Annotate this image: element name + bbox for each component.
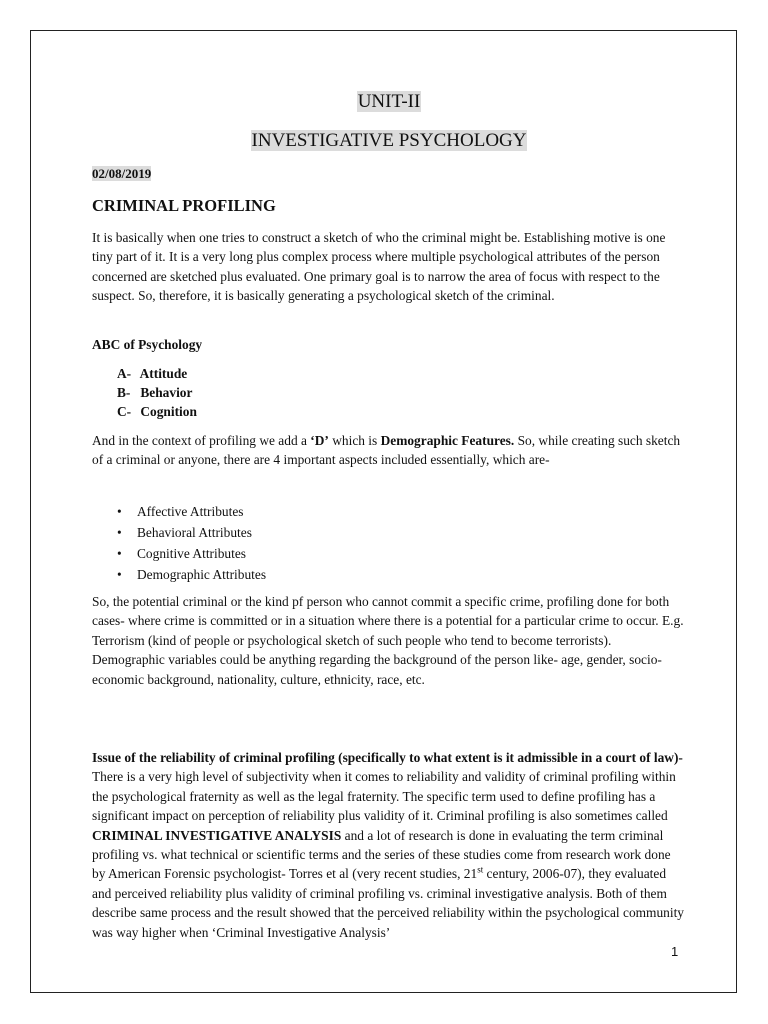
list-item: • Demographic Attributes [117,564,266,585]
bullet-icon: • [117,567,122,582]
abc-item: A- Attitude [117,366,188,381]
list-item: • Affective Attributes [117,501,266,522]
date-label: 02/08/2019 [92,166,152,181]
bullet-icon: • [117,546,122,561]
bullet-icon: • [117,504,122,519]
intro-paragraph: It is basically when one tries to construct a sketch of who the criminal might be. Establishing motive is one tiny part of it. It is a very long plus complex process where multiple psychological attributes of the person concerned are sketched plus evaluated. One primary goal is to narrow the area of focus with respect to the suspect. So, therefore, it is basically generating a psychological sketch of the criminal. [92,230,666,304]
document-page [30,30,737,993]
potential-criminal-paragraph: So, the potential criminal or the kind pf person who cannot commit a specific crime, profiling done for both cases- where crime is committed or in a situation where there is a potential for a particular crime to occur. E.g. Terrorism (kind of people or psychological sketch of such people who tend to become terrorists). Demographic variables could be anything regarding the background of the person like- age, gender, socio-economic background, nationality, culture, ethnicity, race, etc. [92,594,684,687]
bullet-icon: • [117,525,122,540]
section-heading: CRIMINAL PROFILING [92,196,276,215]
abc-title: ABC of Psychology [92,337,203,352]
page-number: 1 [671,944,679,959]
list-item: • Behavioral Attributes [117,522,266,543]
list-item: • Cognitive Attributes [117,543,266,564]
unit-title: UNIT-II [357,91,421,112]
subject-title: INVESTIGATIVE PSYCHOLOGY [251,130,527,151]
abc-list [117,364,197,422]
context-paragraph: And in the context of profiling we add a ‘D’ which is Demographic Features. So, while creating such sketch of a criminal or anyone, there are 4 important aspects included essentially, which are- [92,433,681,468]
abc-item: B- Behavior [117,385,193,401]
abc-item: C- Cognition [117,404,197,420]
attribute-list [117,501,266,585]
reliability-paragraph: Issue of the reliability of criminal profiling (specifically to what extent is it admissible in a court of law)- There is a very high level of subjectivity when it comes to reliability and validity of criminal profiling within the psychological fraternity as well as the legal fraternity. The specific term used to define profiling has a significant impact on perception of reliability plus validity of it. Criminal profiling is also sometimes called CRIMINAL INVESTIGATIVE ANALYSIS and a lot of research is done in evaluating the term criminal profiling vs. what technical or scientific terms and the series of these studies come from research work done by American Forensic psychologist- Torres et al (very recent studies, 21st century, 2006-07), they evaluated and perceived reliability plus validity of criminal profiling vs. criminal investigative analysis. Both of them describe same process and the result showed that the perceived reliability within the psychological community was way higher when ‘Criminal Investigative Analysis’ [92,750,684,940]
